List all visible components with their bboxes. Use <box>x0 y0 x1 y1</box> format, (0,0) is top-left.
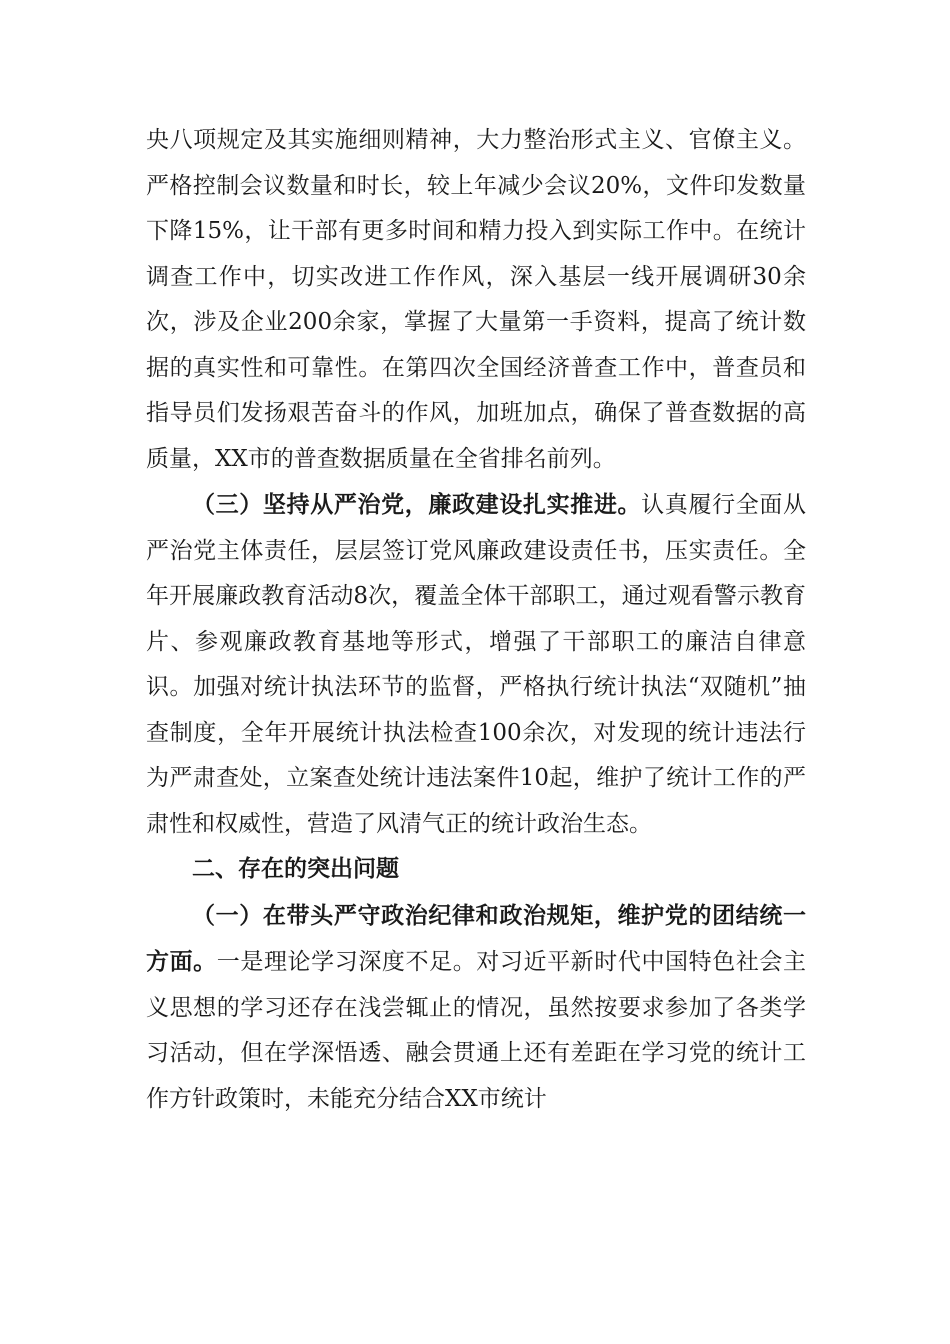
paragraph-discipline <box>146 482 806 847</box>
paragraph-lead: （一）在带头严守政治纪律和政治规矩，维护党的团结统一方面。 <box>146 901 806 975</box>
paragraph-problems <box>146 893 806 1123</box>
paragraph-text: 认真履行全面从严治党主体责任，层层签订党风廉政建设责任书，压实责任。全年开展廉政教育活动8次，覆盖全体干部职工，通过观看警示教育片、参观廉政教育基地等形式，增强了干部职工的廉洁自律意识。加强对统计执法环节的监督，严格执行统计执法“双随机”抽查制度，全年开展统计执法检查100余次，对发现的统计违法行为严肃查处，立案查处统计违法案件10起，维护了统计工作的严肃性和权威性，营造了风清气正的统计政治生态。 <box>146 492 807 837</box>
paragraph-continuation <box>146 118 806 482</box>
paragraph-text: 央八项规定及其实施细则精神，大力整治形式主义、官僚主义。严格控制会议数量和时长，较上年减少会议20%，文件印发数量下降15%，让干部有更多时间和精力投入到实际工作中。在统计调查工作中，切实改进工作作风，深入基层一线开展调研30余次，涉及企业200余家，掌握了大量第一手资料，提高了统计数据的真实性和可靠性。在第四次全国经济普查工作中，普查员和指导员们发扬艰苦奋斗的作风，加班加点，确保了普查数据的高质量，XX市的普查数据质量在全省排名前列。 <box>146 127 806 472</box>
document-body <box>146 118 806 1122</box>
paragraph-text: 一是理论学习深度不足。对习近平新时代中国特色社会主义思想的学习还存在浅尝辄止的情况，虽然按要求参加了各类学习活动，但在学深悟透、融会贯通上还有差距在学习党的统计工作方针政策时，未能充分结合XX市统计 <box>146 949 807 1112</box>
paragraph-lead: （三）坚持从严治党，廉政建设扎实推进。 <box>192 491 642 518</box>
section-heading: 二、存在的突出问题 <box>192 856 399 882</box>
